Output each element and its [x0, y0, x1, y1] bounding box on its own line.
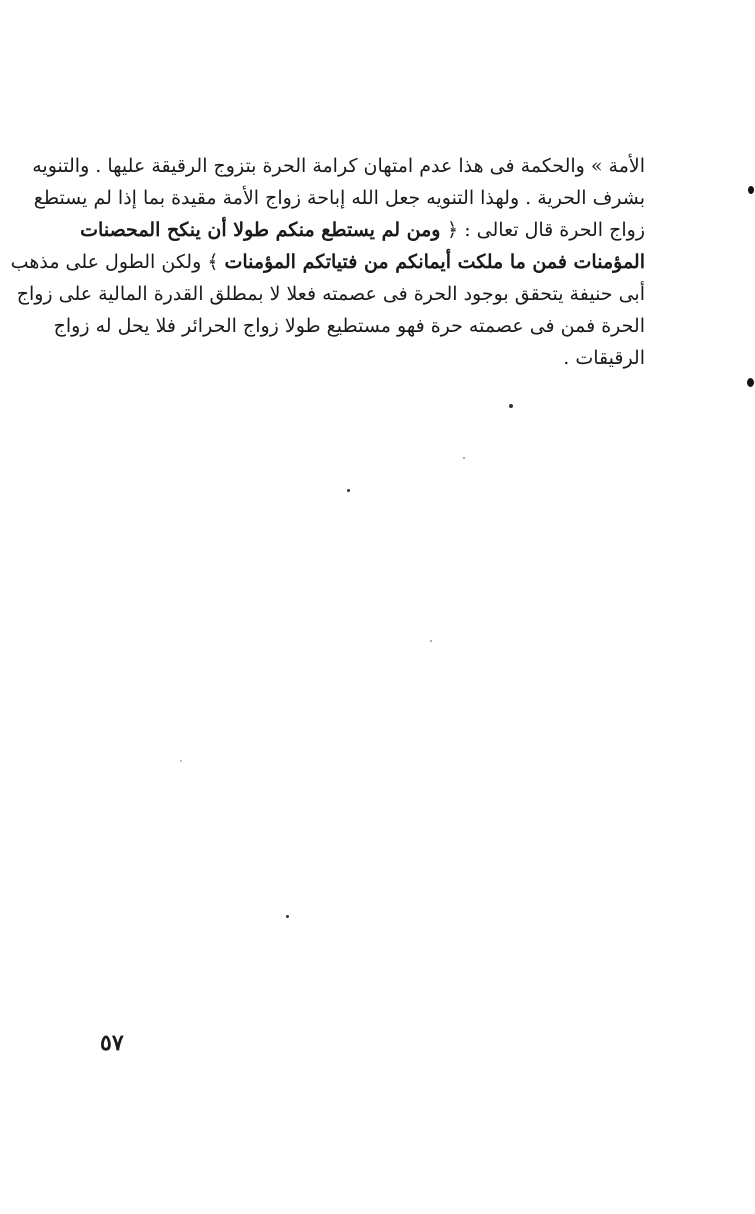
page-number: ٥٧ [100, 1030, 124, 1056]
text-line: بشرف الحرية . ولهذا التنويه جعل الله إباحة زواج الأمة مقيدة بما إذا لم يستطع [33, 187, 645, 209]
scan-edge-mark [747, 378, 754, 387]
scan-speck [509, 404, 513, 408]
text-line [80, 214, 645, 246]
text-line [10, 246, 645, 278]
text-line: أبى حنيفة يتحقق بوجود الحرة فى عصمته فعلا لا بمطلق القدرة المالية على زواج [16, 283, 645, 305]
text-line: الأمة » والحكمة فى هذا عدم امتهان كرامة الحرة بتزوج الرقيقة عليها . والتنويه [32, 155, 645, 177]
scan-speck [286, 915, 289, 918]
quran-verse-segment: ومن لم يستطع منكم طولا أن ينكح المحصنات [80, 219, 448, 241]
text-line: الحرة فمن فى عصمته حرة فهو مستطيع طولا زواج الحرائر فلا يحل له زواج [53, 315, 645, 337]
body-paragraph [10, 150, 645, 374]
scan-speck [463, 457, 465, 459]
text-line: الرقيقات . [563, 347, 645, 369]
text-segment: زواج الحرة قال تعالى : ﴿ [447, 219, 645, 241]
text-segment: ﴾ ولكن الطول على مذهب [10, 251, 225, 273]
scan-speck [347, 489, 350, 492]
quran-verse-segment: المؤمنات فمن ما ملكت أيمانكم من فتياتكم المؤمنات [224, 251, 645, 273]
scan-speck [430, 640, 432, 642]
scan-speck [180, 760, 182, 762]
scan-edge-mark [748, 186, 754, 194]
